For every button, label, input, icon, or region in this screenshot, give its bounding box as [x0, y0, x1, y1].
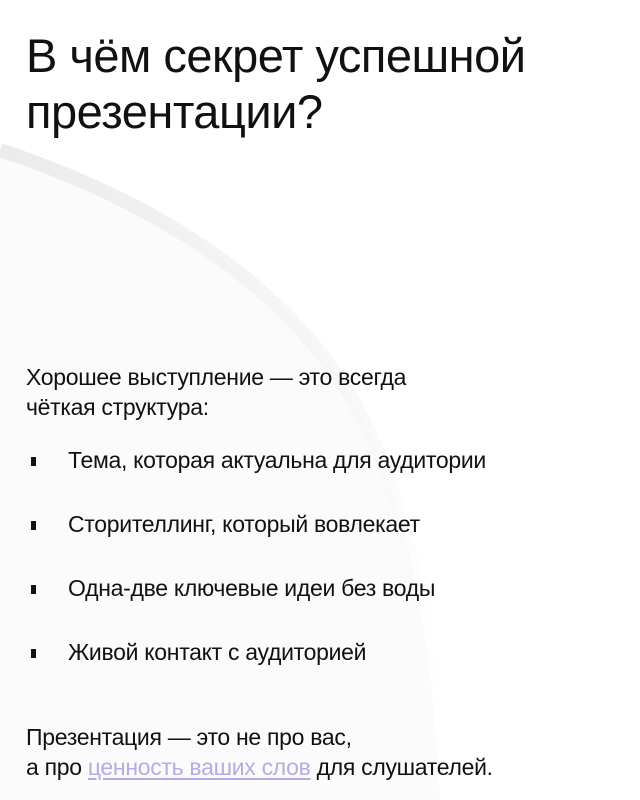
bullet-marker-icon	[31, 585, 36, 594]
list-item-label: Одна-две ключевые идеи без воды	[68, 575, 436, 601]
bullet-marker-icon	[31, 457, 36, 466]
outro-line-2-end: для слушателей.	[310, 754, 493, 780]
title-line-2: презентации?	[26, 85, 323, 138]
intro-paragraph	[26, 362, 586, 422]
key-points-list	[26, 444, 616, 700]
page-title	[26, 28, 626, 140]
list-item	[26, 636, 616, 700]
outro-line-2-start: а про	[26, 754, 88, 780]
bullet-marker-icon	[31, 521, 36, 530]
list-item	[26, 444, 616, 508]
bullet-marker-icon	[31, 649, 36, 658]
list-item-label: Сторителлинг, который вовлекает	[68, 511, 420, 537]
list-item	[26, 572, 616, 636]
intro-line-2: чёткая структура:	[26, 394, 209, 420]
list-item-label: Тема, которая актуальна для аудитории	[68, 447, 486, 473]
list-item-label: Живой контакт с аудиторией	[68, 639, 367, 665]
value-of-words-link[interactable]: ценность ваших слов	[87, 754, 311, 780]
outro-line-1: Презентация — это не про вас,	[26, 724, 352, 750]
list-item	[26, 508, 616, 572]
title-line-1: В чём секрет успешной	[26, 29, 526, 82]
intro-line-1: Хорошее выступление — это всегда	[26, 364, 407, 390]
closing-paragraph	[26, 722, 616, 782]
